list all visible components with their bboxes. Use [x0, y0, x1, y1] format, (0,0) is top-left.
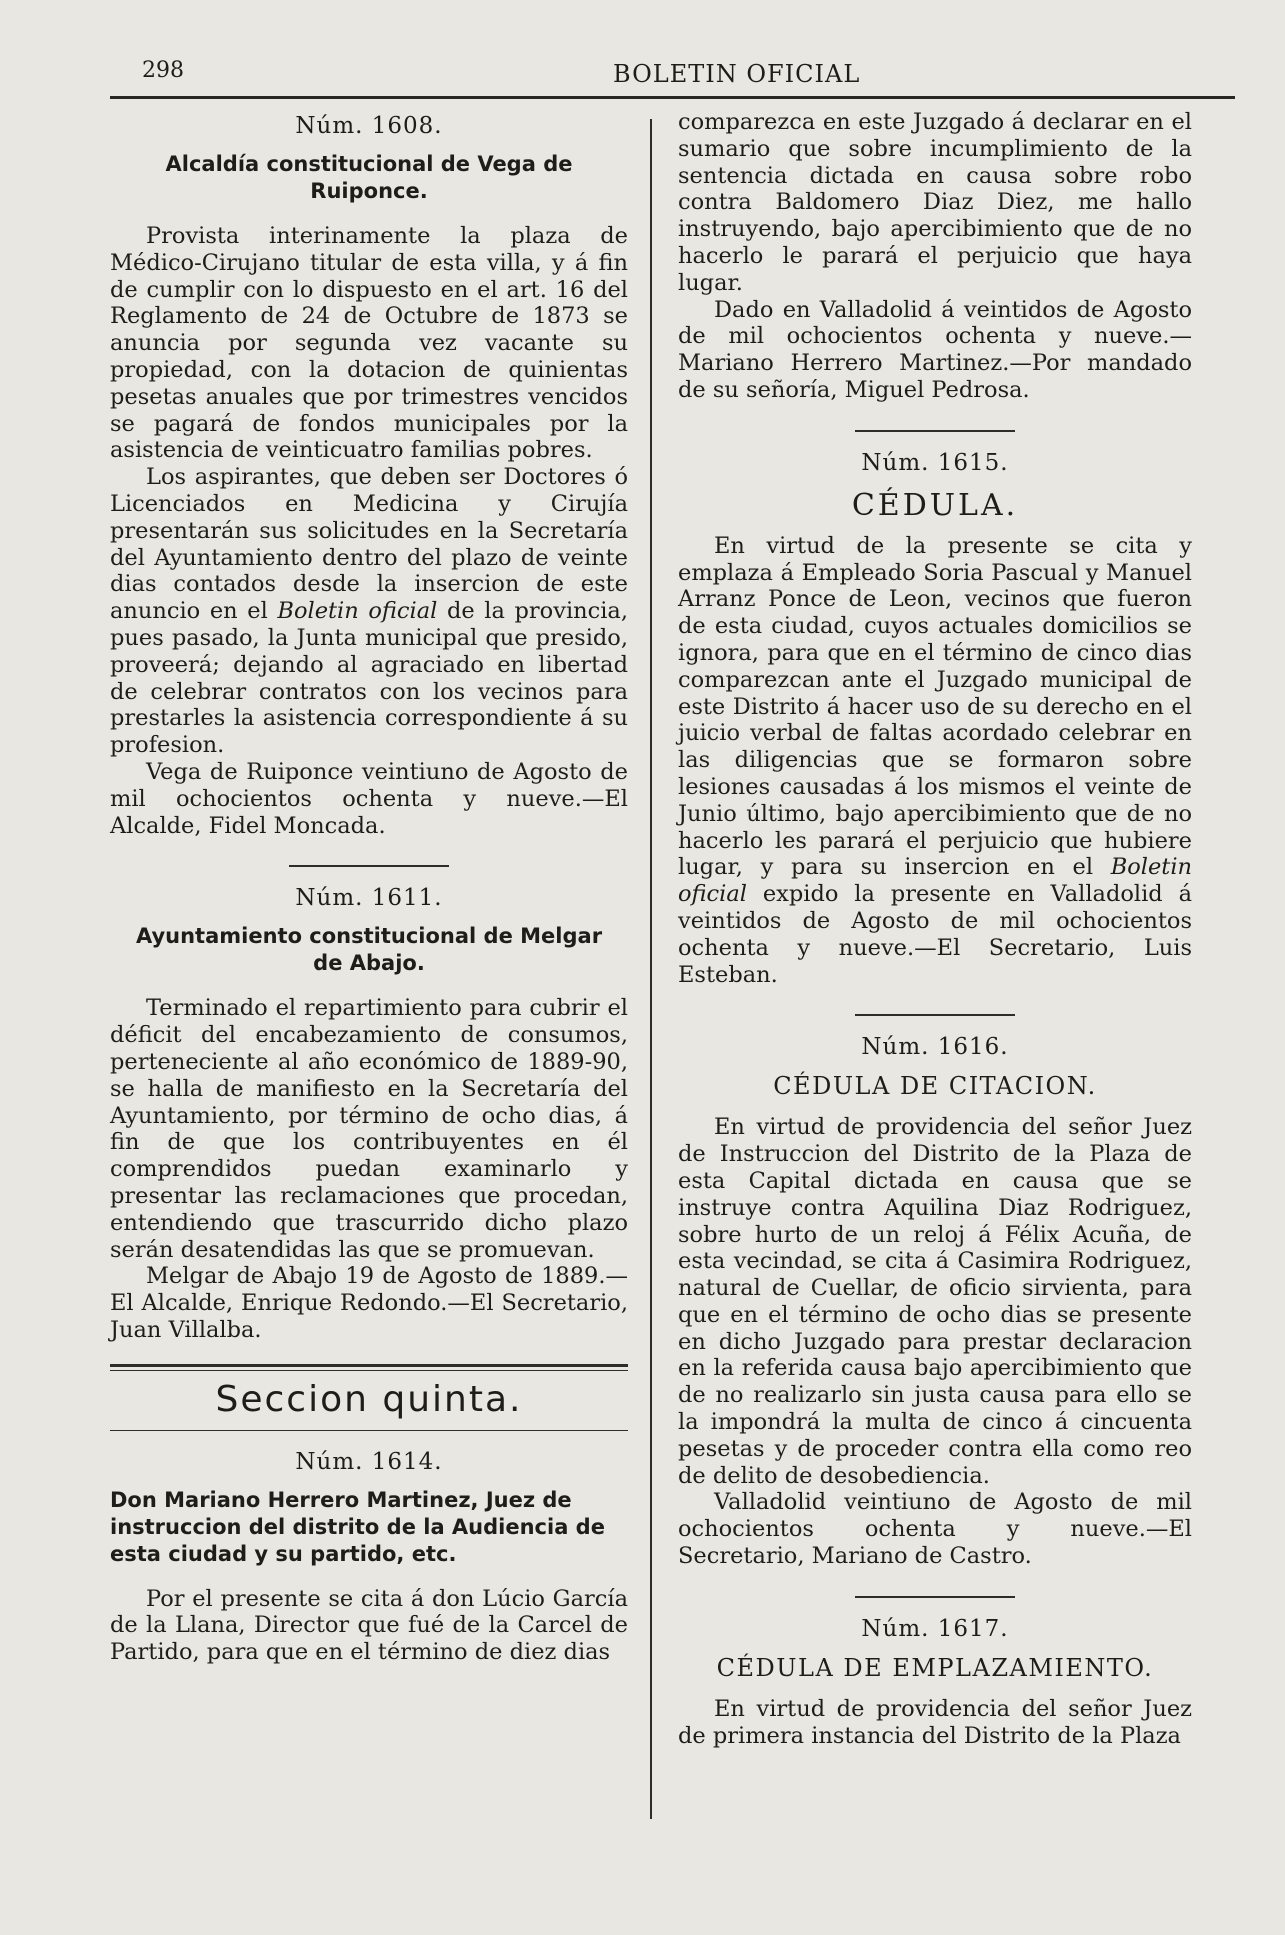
paragraph: En virtud de providencia del señor Juez de primera instancia del Distrito de la Plaza [678, 1695, 1192, 1749]
notice-number: Núm. 1614. [295, 1448, 443, 1475]
notice-title: Ayuntamiento constitucional de Melgar de Abajo. [135, 924, 603, 976]
divider [855, 1014, 1015, 1016]
paragraph: En virtud de providencia del señor Juez de Instruccion del Distrito de la Plaza de esta Capital dictada en causa que se instruye contra Aquilina Diaz Rodriguez, sobre hurto de un reloj á Félix Acuña, de esta vecindad, se cita á Casimira Rodriguez, natural de Cuellar, de oficio sirvienta, para que en el término de ocho dias se presente en dicho Juzgado para prestar declaracion en la referida causa bajo apercibimiento que de no realizarlo sin justa causa para ello se la impondrá la multa de cinco á cincuenta pesetas y de proceder contra ella como reo de delito de desobediencia. [678, 1114, 1192, 1489]
paragraph-signature: Melgar de Abajo 19 de Agosto de 1889.—El Alcalde, Enrique Redondo.—El Secretario, Juan Villalba. [110, 1263, 628, 1343]
notice-number: Núm. 1617. [861, 1615, 1009, 1642]
paragraph-continued: comparezca en este Juzgado á declarar en el sumario que sobre incumplimiento de la sentencia dictada en causa sobre robo contra Baldomero Diaz Diez, me hallo instruyendo, bajo apercibimiento que de no hacerlo le parará el perjuicio que haya lugar. [678, 109, 1192, 296]
page-number: 298 [142, 58, 184, 83]
paragraph: Provista interinamente la plaza de Médico-Cirujano titular de esta villa, y á fin de cumplir con lo dispuesto en el art. 16 del Reglamento de 24 de Octubre de 1873 se anuncia por segunda vez vacante su propiedad, con la dotacion de quinientas pesetas anuales que por trimestres vencidos se pagará de fondos municipales por la asistencia de veinticuatro familias pobres. [110, 223, 628, 464]
notice-number: Núm. 1616. [861, 1034, 1009, 1061]
running-title: BOLETIN OFICIAL [613, 60, 861, 88]
notice-number: Núm. 1615. [861, 449, 1009, 476]
notice-title: Don Mariano Herrero Martinez, Juez de instruccion del distrito de la Audiencia de esta ciudad y su partido, etc. [110, 1487, 605, 1566]
columns [110, 109, 1243, 1819]
left-column [110, 109, 650, 1819]
page-header [110, 52, 1235, 99]
notice-number: Núm. 1608. [295, 113, 443, 139]
divider [855, 430, 1015, 432]
paragraph-signature: Vega de Ruiponce veintiuno de Agosto de mil ochocientos ochenta y nueve.—El Alcalde, Fidel Moncada. [110, 758, 628, 839]
boletin-italic: Boletin oficial [678, 854, 1193, 908]
notice-title: Alcaldía constitucional de Vega de Ruiponce. [165, 152, 573, 203]
paragraph: Los aspirantes, que deben ser Doctores ó Licenciados en Medicina y Cirujía presentarán sus solicitudes en la Secretaría del Ayuntamiento dentro del plazo de veinte dias contados desde la insercion de este anuncio en el Boletin oficial de la provincia, pues pasado, la Junta municipal que presido, proveerá; dejando al agraciado en libertad de celebrar contratos con los vecinos para prestarles la asistencia correspondiente á su profesion. [110, 464, 628, 759]
paragraph: Terminado el repartimiento para cubrir el déficit del encabezamiento de consumos, perteneciente al año económico de 1889-90, se halla de manifiesto en la Secretaría del Ayuntamiento, por término de ocho dias, á fin de que los contribuyentes en él comprendidos puedan examinarlo y presentar las reclamaciones que procedan, entendiendo que trascurrido dicho plazo serán desatendidas las que se promuevan. [110, 995, 628, 1263]
boletin-italic: Boletin oficial [277, 598, 438, 625]
cedula-title: CÉDULA. [851, 487, 1019, 523]
divider [855, 1596, 1015, 1598]
right-column [652, 109, 1192, 1819]
cedula-title: CÉDULA DE EMPLAZAMIENTO. [716, 1653, 1154, 1682]
divider [110, 1430, 628, 1431]
paragraph-signature: Dado en Valladolid á veintidos de Agosto de mil ochocientos ochenta y nueve.—Mariano Herrero Martinez.—Por mandado de su señoría, Miguel Pedrosa. [678, 296, 1192, 403]
paragraph: Por el presente se cita á don Lúcio García de la Llana, Director que fué de la Carcel de Partido, para que en el término de diez dias [110, 1585, 628, 1666]
paragraph: En virtud de la presente se cita y emplaza á Empleado Soria Pascual y Manuel Arranz Ponce de Leon, vecinos que fueron de esta ciudad, cuyos actuales domicilios se ignora, para que en el término de cinco dias comparezcan ante el Juzgado municipal de este Distrito á hacer uso de su derecho en el juicio verbal de faltas acordado celebrar en las diligencias que se formaron sobre lesiones causadas á los mismos el veinte de Junio último, bajo apercibimiento que de no hacerlo les parará el perjuicio que hubiere lugar, y para su insercion en el Boletin oficial expido la presente en Valladolid á veintidos de Agosto de mil ochocientos ochenta y nueve.—El Secretario, Luis Esteban. [678, 532, 1193, 988]
cedula-title: CÉDULA DE CITACION. [773, 1072, 1097, 1101]
notice-number: Núm. 1611. [295, 885, 443, 912]
paragraph-signature: Valladolid veintiuno de Agosto de mil ochocientos ochenta y nueve.—El Secretario, Mariano de Castro. [678, 1489, 1192, 1570]
divider [289, 865, 449, 867]
section-divider [110, 1364, 628, 1371]
section-title: Seccion quinta. [215, 1378, 523, 1420]
